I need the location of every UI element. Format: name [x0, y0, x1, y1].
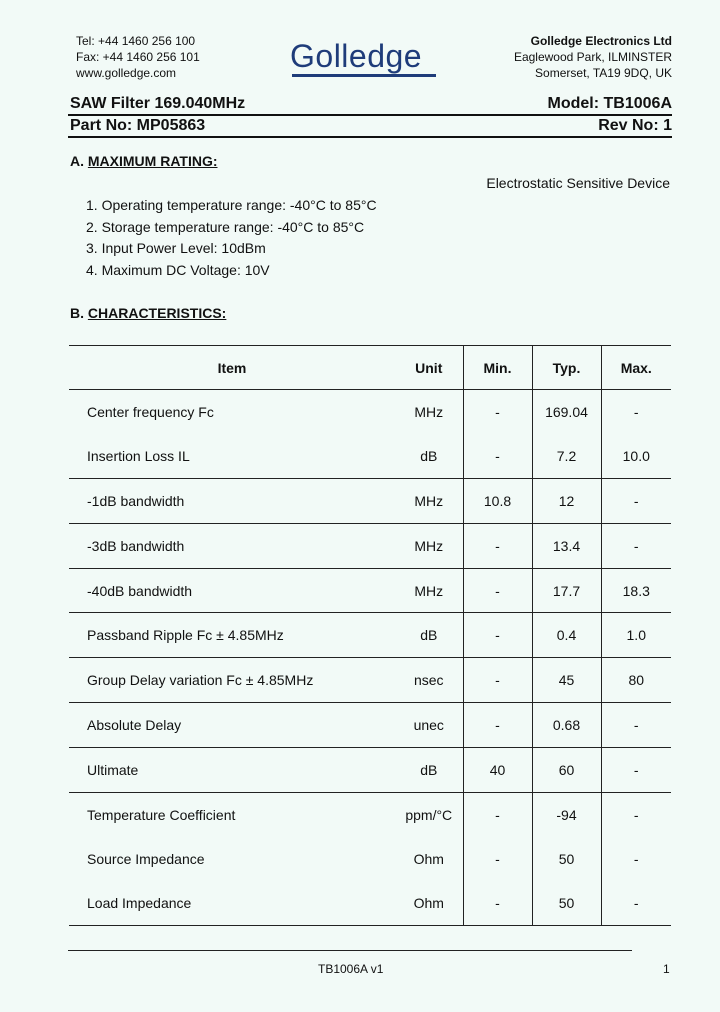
cell-max: 18.3 — [601, 568, 671, 613]
address-line-2: Somerset, TA19 9DQ, UK — [535, 66, 672, 80]
cell-unit: MHz — [414, 492, 444, 509]
cell-typ: 45 — [532, 658, 601, 703]
cell-item: Center frequency Fc — [87, 403, 214, 420]
cell-item: Temperature Coefficient — [87, 806, 236, 823]
cell-typ: 169.04 — [532, 390, 601, 434]
cell-unit: MHz — [414, 582, 444, 599]
rating-item: 2. Storage temperature range: -40°C to 85°C — [86, 218, 365, 235]
cell-unit: Ohm — [413, 894, 444, 911]
cell-max: - — [601, 748, 671, 793]
cell-typ: 50 — [532, 837, 601, 881]
cell-item: -3dB bandwidth — [87, 537, 185, 554]
table-row — [69, 881, 671, 925]
section-a-title: MAXIMUM RATING: — [87, 153, 218, 169]
cell-unit: MHz — [414, 537, 444, 554]
cell-min: - — [463, 390, 532, 434]
col-header-max: Max. — [601, 346, 671, 390]
cell-max: - — [601, 793, 671, 837]
cell-min: 40 — [463, 748, 532, 793]
title-divider — [68, 114, 672, 116]
table-row — [69, 613, 671, 658]
cell-typ: 50 — [532, 881, 601, 925]
col-header-min: Min. — [463, 346, 532, 390]
company-name: Golledge Electronics Ltd — [530, 34, 672, 48]
cell-unit: dB — [420, 627, 438, 644]
cell-item: -1dB bandwidth — [87, 492, 185, 509]
table-row — [69, 478, 671, 523]
cell-min: 10.8 — [463, 478, 532, 523]
website-text: www.golledge.com — [76, 66, 177, 80]
cell-item: -40dB bandwidth — [87, 582, 193, 599]
cell-item: Load Impedance — [87, 894, 192, 911]
cell-item: Ultimate — [87, 762, 139, 779]
table-row — [69, 523, 671, 568]
cell-unit: MHz — [414, 403, 444, 420]
cell-max: - — [601, 703, 671, 748]
characteristics-table — [69, 345, 671, 926]
section-b-heading — [70, 305, 226, 321]
rating-item: 4. Maximum DC Voltage: 10V — [86, 262, 270, 279]
company-address — [514, 33, 672, 81]
cell-min: - — [463, 434, 532, 478]
product-title: SAW Filter 169.040MHz — [70, 95, 246, 112]
cell-min: - — [463, 703, 532, 748]
cell-max: 80 — [601, 658, 671, 703]
cell-unit: dB — [420, 762, 438, 779]
table-row — [69, 837, 671, 881]
cell-item: Insertion Loss IL — [87, 447, 190, 464]
col-header-item: Item — [217, 359, 247, 376]
col-header-unit: Unit — [415, 359, 443, 376]
fax-text: Fax: +44 1460 256 101 — [76, 50, 200, 64]
part-divider — [68, 136, 672, 138]
cell-typ: 7.2 — [532, 434, 601, 478]
part-number: Part No: MP05863 — [70, 117, 206, 134]
cell-min: - — [463, 568, 532, 613]
cell-unit: dB — [420, 447, 438, 464]
cell-max: - — [601, 390, 671, 434]
esd-note: Electrostatic Sensitive Device — [486, 175, 670, 191]
table-row — [69, 703, 671, 748]
address-line-1: Eaglewood Park, ILMINSTER — [513, 50, 672, 64]
section-a-heading — [70, 153, 218, 169]
cell-min: - — [463, 523, 532, 568]
cell-item: Group Delay variation Fc ± 4.85MHz — [87, 672, 314, 689]
cell-min: - — [463, 881, 532, 925]
footer-divider — [68, 950, 632, 951]
footer-doc-ref: TB1006A v1 — [318, 962, 384, 976]
section-a-prefix: A. — [70, 153, 84, 169]
cell-max: - — [601, 478, 671, 523]
rating-item: 1. Operating temperature range: -40°C to 85°C — [86, 197, 377, 213]
cell-item: Passband Ripple Fc ± 4.85MHz — [87, 627, 284, 644]
cell-min: - — [463, 613, 532, 658]
cell-unit: nsec — [413, 672, 444, 689]
cell-item: Absolute Delay — [87, 717, 182, 734]
cell-min: - — [463, 793, 532, 837]
table-row — [69, 748, 671, 793]
cell-typ: 0.4 — [532, 613, 601, 658]
cell-max: - — [601, 523, 671, 568]
table-row — [69, 568, 671, 613]
cell-typ: 17.7 — [532, 568, 601, 613]
cell-typ: -94 — [532, 793, 601, 837]
cell-typ: 60 — [532, 748, 601, 793]
cell-max: - — [601, 837, 671, 881]
cell-max: 10.0 — [601, 434, 671, 478]
section-b-title: CHARACTERISTICS: — [87, 305, 227, 321]
revision-number: Rev No: 1 — [598, 117, 672, 134]
rating-item: 3. Input Power Level: 10dBm — [86, 240, 266, 257]
col-header-typ: Typ. — [532, 346, 601, 390]
page-number: 1 — [663, 962, 670, 976]
cell-unit: unec — [413, 717, 444, 734]
table-row — [69, 390, 671, 434]
cell-min: - — [463, 658, 532, 703]
model-number: Model: TB1006A — [547, 95, 672, 112]
table-row — [69, 434, 671, 478]
cell-unit: ppm/°C — [405, 806, 453, 823]
company-logo: Golledge — [290, 38, 423, 74]
cell-typ: 0.68 — [532, 703, 601, 748]
tel-text: Tel: +44 1460 256 100 — [76, 34, 196, 48]
cell-typ: 13.4 — [532, 523, 601, 568]
cell-min: - — [463, 837, 532, 881]
cell-item: Source Impedance — [87, 850, 205, 867]
cell-max: 1.0 — [601, 613, 671, 658]
cell-max: - — [601, 881, 671, 925]
table-row — [69, 658, 671, 703]
logo-underline — [292, 74, 436, 77]
contact-info — [76, 33, 200, 81]
section-b-prefix: B. — [70, 305, 84, 321]
cell-typ: 12 — [532, 478, 601, 523]
part-row — [70, 117, 672, 137]
cell-unit: Ohm — [413, 850, 444, 867]
max-rating-list — [86, 195, 377, 282]
table-header-row — [69, 346, 671, 390]
table-row — [69, 793, 671, 837]
title-row — [70, 95, 672, 115]
